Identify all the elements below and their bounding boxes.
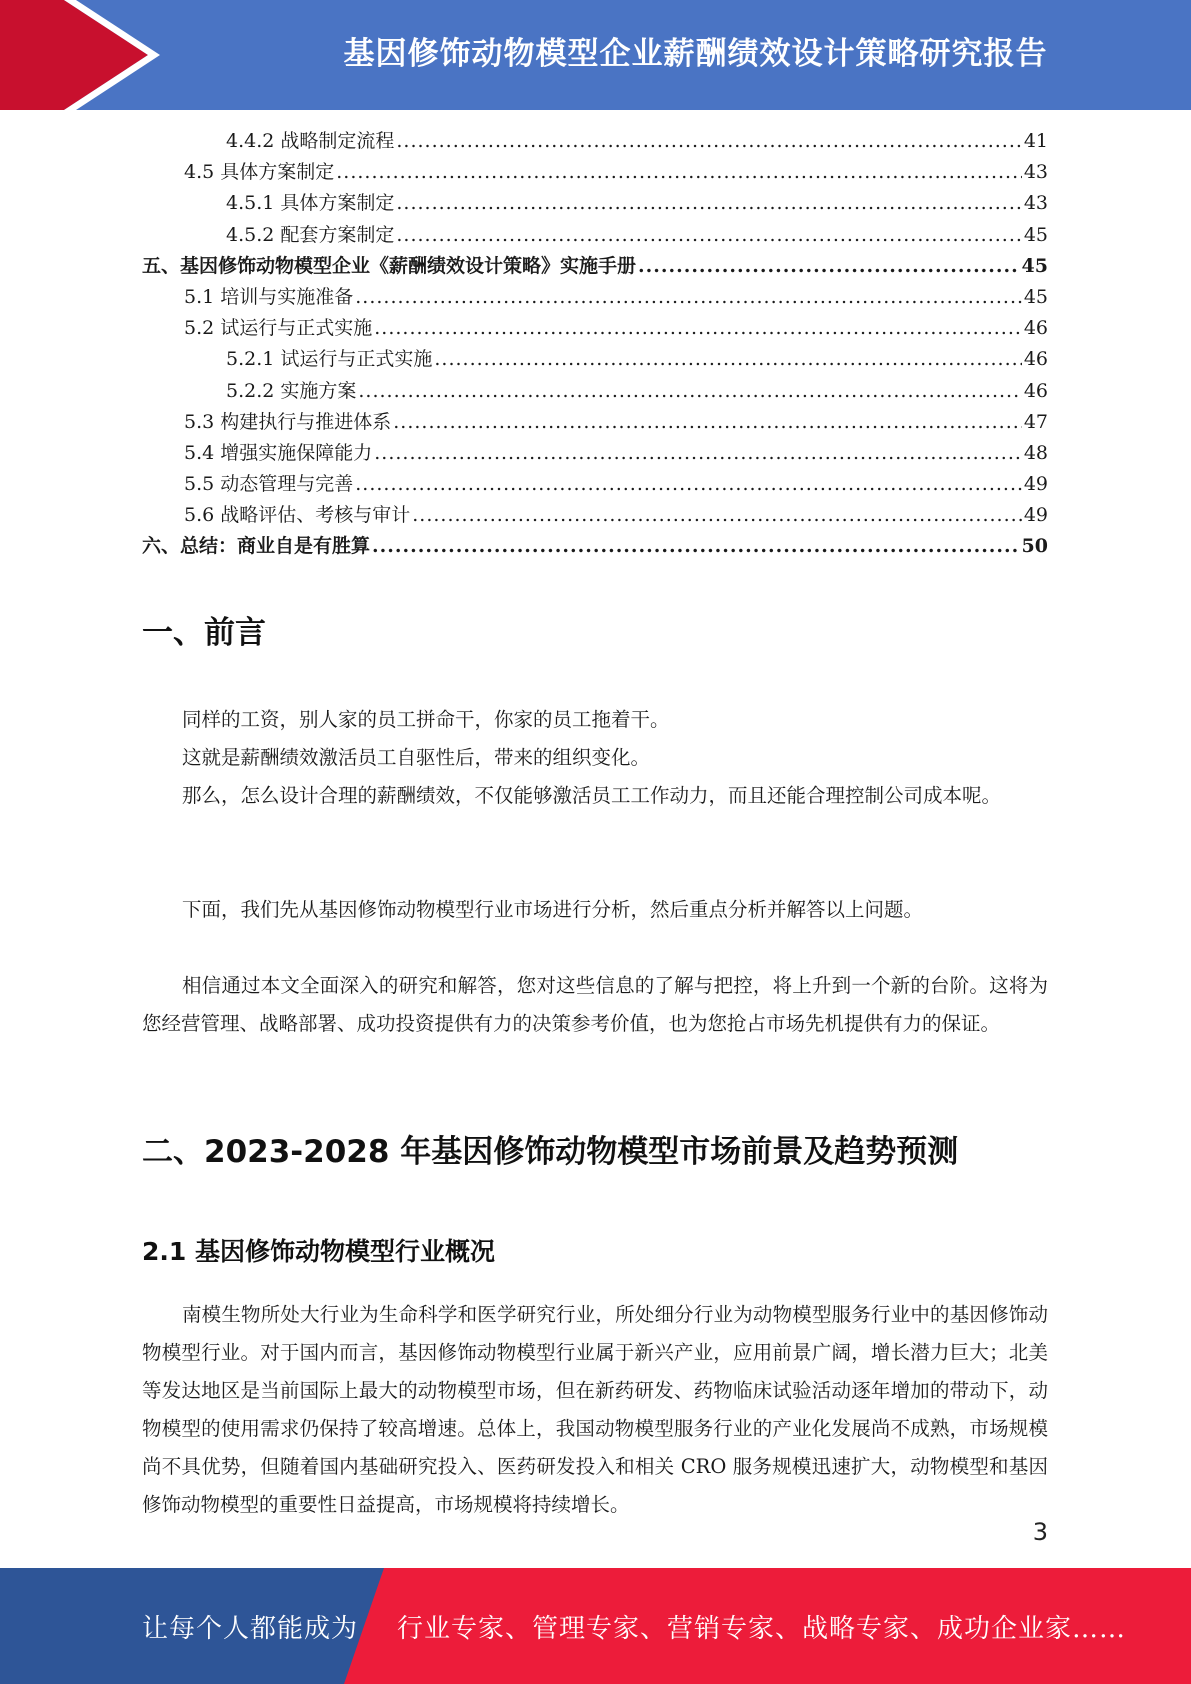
toc-entry[interactable]	[142, 469, 1048, 500]
footer-slogan-right: 行业专家、管理专家、营销专家、战略专家、成功企业家……	[397, 1613, 1127, 1644]
toc-entry-page: 50	[1021, 535, 1048, 558]
toc-dot-leader	[638, 255, 1020, 277]
toc-entry-title: 5.2 试运行与正式实施	[184, 317, 373, 340]
subsection-heading-industry-overview: 2.1 基因修饰动物模型行业概况	[142, 1237, 495, 1266]
toc-entry-title: 5.1 培训与实施准备	[184, 285, 354, 308]
toc-entry-title: 五、基因修饰动物模型企业《薪酬绩效设计策略》实施手册	[142, 254, 637, 277]
toc-entry-page: 46	[1023, 348, 1048, 371]
toc-dot-leader	[355, 286, 1022, 308]
toc-entry-title: 5.6 战略评估、考核与审计	[184, 504, 411, 527]
toc-entry[interactable]	[142, 188, 1048, 219]
toc-entry-page: 43	[1023, 192, 1048, 215]
toc-entry[interactable]	[142, 282, 1048, 313]
toc-entry-title: 5.5 动态管理与完善	[184, 473, 354, 496]
toc-dot-leader	[396, 224, 1021, 246]
header-red-arrow-decoration	[0, 0, 160, 110]
toc-dot-leader	[336, 161, 1022, 183]
section-heading-market-outlook: 二、2023-2028 年基因修饰动物模型市场前景及趋势预测	[142, 1134, 959, 1170]
toc-dot-leader	[396, 130, 1021, 152]
toc-entry[interactable]	[142, 313, 1048, 344]
paragraph: 南模生物所处大行业为生命科学和医学研究行业，所处细分行业为动物模型服务行业中的基因修饰动物模型行业。对于国内而言，基因修饰动物模型行业属于新兴产业，应用前景广阔，增长潜力巨大；北美等发达地区是当前国际上最大的动物模型市场，但在新药研发、药物临床试验活动逐年增加的带动下，动物模型的使用需求仍保持了较高增速。总体上，我国动物模型服务行业的产业化发展尚不成熟，市场规模尚不具优势，但随着国内基础研究投入、医药研发投入和相关 CRO 服务规模迅速扩大，动物模型和基因修饰动物模型的重要性日益提高，市场规模将持续增长。	[142, 1303, 1048, 1516]
toc-entry-page: 43	[1023, 161, 1048, 184]
toc-entry[interactable]	[142, 251, 1048, 282]
toc-entry-page: 48	[1023, 441, 1048, 464]
section-heading-preface: 一、前言	[142, 615, 266, 651]
toc-entry[interactable]	[142, 126, 1048, 157]
toc-dot-leader	[372, 535, 1020, 557]
paragraph: 这就是薪酬绩效激活员工自驱性后，带来的组织变化。	[182, 746, 651, 769]
toc-entry-title: 5.4 增强实施保障能力	[184, 441, 373, 464]
toc-entry-page: 45	[1023, 223, 1048, 246]
toc-entry-page: 45	[1021, 254, 1048, 277]
toc-entry-page: 49	[1023, 504, 1048, 527]
toc-entry-page: 47	[1023, 410, 1048, 433]
paragraph: 相信通过本文全面深入的研究和解答，您对这些信息的了解与把控，将上升到一个新的台阶。这将为您经营管理、战略部署、成功投资提供有力的决策参考价值，也为您抢占市场先机提供有力的保证。	[142, 974, 1048, 1035]
report-title: 基因修饰动物模型企业薪酬绩效设计策略研究报告	[343, 35, 1048, 72]
toc-entry-title: 4.4.2 战略制定流程	[226, 130, 395, 152]
toc-entry-title: 5.2.1 试运行与正式实施	[226, 348, 433, 371]
toc-dot-leader	[374, 317, 1022, 339]
toc-entry[interactable]	[142, 344, 1048, 375]
toc-dot-leader	[434, 348, 1021, 370]
toc-dot-leader	[355, 473, 1022, 495]
toc-entry[interactable]	[142, 407, 1048, 438]
toc-entry-title: 4.5.1 具体方案制定	[226, 192, 395, 215]
paragraph: 那么，怎么设计合理的薪酬绩效，不仅能够激活员工工作动力，而且还能合理控制公司成本呢。	[182, 784, 1002, 807]
toc-entry[interactable]	[142, 531, 1048, 562]
toc-entry-page: 49	[1023, 473, 1048, 496]
toc-dot-leader	[393, 411, 1022, 433]
header-banner	[0, 0, 1191, 110]
toc-entry-title: 4.5.2 配套方案制定	[226, 223, 395, 246]
toc-dot-leader	[358, 380, 1021, 402]
toc-dot-leader	[374, 442, 1022, 464]
table-of-contents	[142, 126, 1048, 563]
toc-entry-title: 4.5 具体方案制定	[184, 161, 335, 184]
toc-entry-title: 5.3 构建执行与推进体系	[184, 410, 392, 433]
toc-entry-page: 46	[1023, 379, 1048, 402]
toc-entry[interactable]	[142, 157, 1048, 188]
toc-entry[interactable]	[142, 220, 1048, 251]
toc-dot-leader	[396, 192, 1021, 214]
toc-entry-page: 46	[1023, 317, 1048, 340]
toc-entry[interactable]	[142, 438, 1048, 469]
paragraph: 同样的工资，别人家的员工拼命干，你家的员工拖着干。	[182, 708, 670, 731]
toc-entry-title: 5.2.2 实施方案	[226, 379, 357, 402]
toc-entry-page: 41	[1023, 130, 1048, 152]
toc-dot-leader	[412, 504, 1022, 526]
page-number: 3	[1032, 1518, 1048, 1546]
footer-slogan-left: 让每个人都能成为	[142, 1613, 359, 1644]
footer-band	[0, 1568, 1191, 1684]
toc-entry[interactable]	[142, 500, 1048, 531]
toc-entry-title: 六、总结：商业自是有胜算	[142, 535, 371, 558]
toc-entry[interactable]	[142, 376, 1048, 407]
paragraph: 下面，我们先从基因修饰动物模型行业市场进行分析，然后重点分析并解答以上问题。	[182, 898, 924, 921]
toc-entry-page: 45	[1023, 285, 1048, 308]
